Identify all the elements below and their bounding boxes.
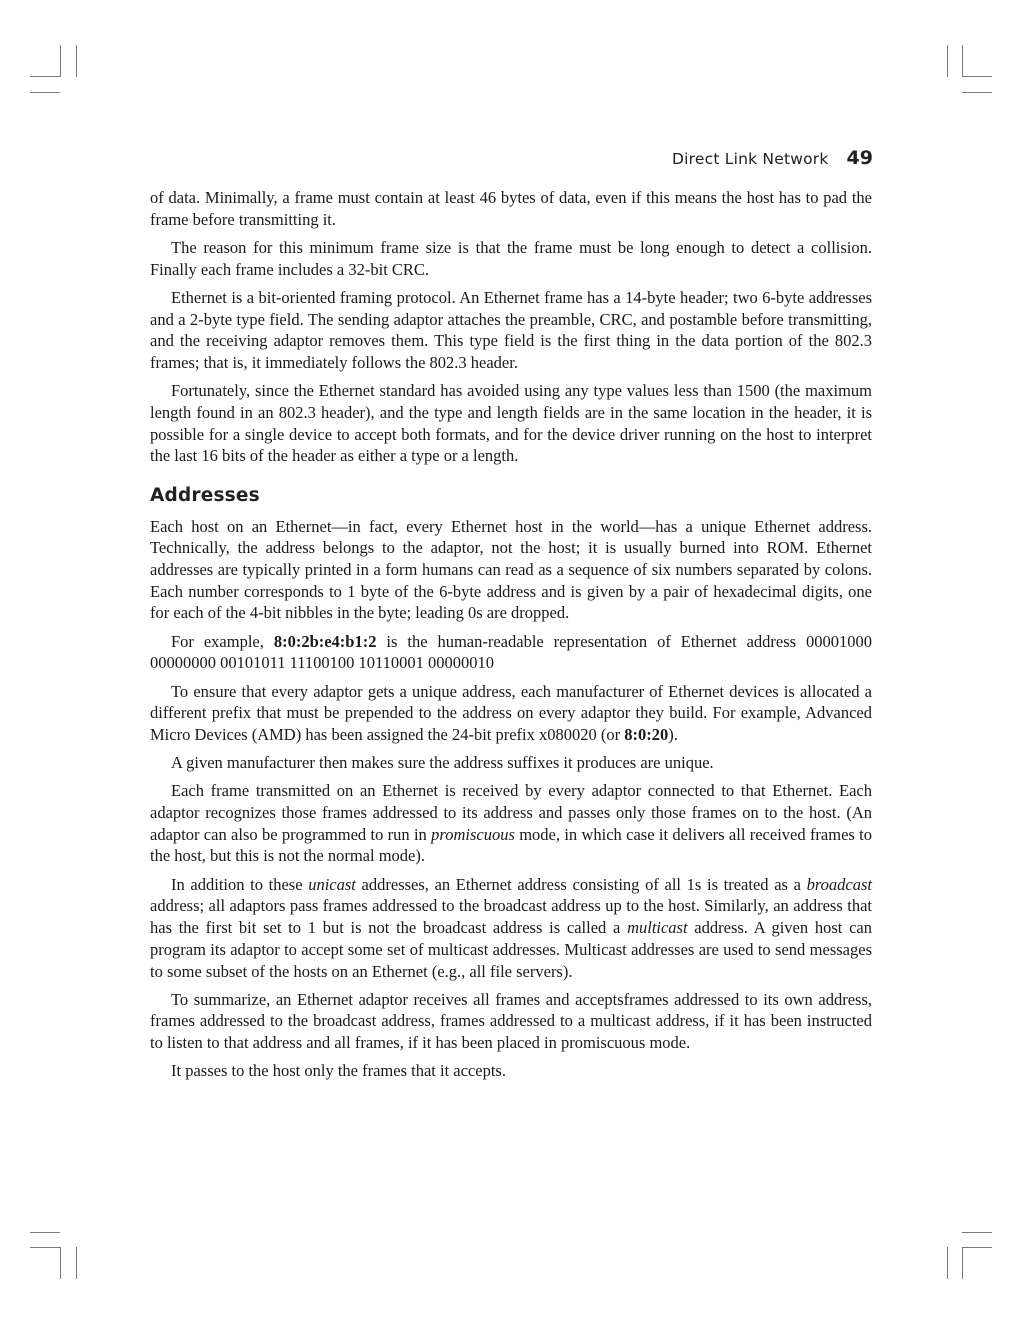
text-run: In addition to these: [171, 874, 309, 894]
page-header: [150, 147, 873, 173]
crop-mark: [947, 1247, 948, 1279]
crop-mark: [962, 1247, 992, 1248]
crop-mark: [962, 45, 963, 77]
emphasis-term: multicast: [627, 918, 688, 938]
crop-mark: [962, 76, 992, 77]
page-body: [150, 187, 872, 1089]
emphasis-term: broadcast: [806, 874, 872, 894]
text-run: Each frame transmitted on an Ethernet is received by every adaptor connected to that Ethernet. Each adaptor recognizes those frames addressed to its address and passes only those frames on to the host. (An adaptor can also be programmed to run in: [150, 781, 872, 844]
paragraph: [150, 681, 872, 746]
paragraph: It passes to the host only the frames that it accepts.: [171, 1061, 506, 1081]
crop-mark: [60, 1247, 61, 1279]
text-run: mode, in which case it delivers all received frames to the host, but this is not the normal mode).: [150, 824, 872, 866]
text-run: addresses, an Ethernet address consisting of all 1s is treated as a: [355, 874, 807, 894]
paragraph: [150, 780, 872, 867]
paragraph: A given manufacturer then makes sure the address suffixes it produces are unique.: [171, 753, 714, 773]
crop-mark: [76, 1247, 77, 1279]
text-run: ).: [668, 724, 678, 744]
text-run: is the human-readable representation of Ethernet address 00001000 00000000 00101011 11100100 10110001 00000010: [150, 631, 873, 673]
paragraph: [150, 631, 872, 674]
text-run: For example,: [171, 631, 274, 651]
paragraph: Fortunately, since the Ethernet standard has avoided using any type values less than 1500 (the maximum length found in an 802.3 header), and the type and length fields are in the same location in the header, it is possible for a single device to accept both formats, and for the device driver running on the host to interpret the last 16 bits of the header as either a type or a length.: [150, 381, 872, 466]
crop-mark: [947, 45, 948, 77]
paragraph: To summarize, an Ethernet adaptor receives all frames and acceptsframes addressed to its own address, frames addressed to the broadcast address, frames addressed to a multicast address, if it has been instructed to listen to that address and all frames, if it has been placed in promiscuous mode.: [150, 989, 872, 1053]
crop-mark: [962, 1247, 963, 1279]
text-run: address; all adaptors pass frames addressed to the broadcast address up to the host. Similarly, an address that has the first bit set to 1 but is not the broadcast address is called a: [150, 896, 872, 938]
section-heading: Addresses: [150, 484, 260, 506]
emphasis-term: promiscuous: [431, 824, 515, 844]
emphasis-term: unicast: [308, 874, 356, 894]
crop-mark: [962, 1232, 992, 1233]
paragraph: The reason for this minimum frame size is that the frame must be long enough to detect a collision. Finally each frame includes a 32-bit CRC.: [150, 237, 872, 279]
running-head: Direct Link Network: [672, 150, 829, 168]
crop-mark: [30, 92, 60, 93]
ethernet-address-example: 8:0:2b:e4:b1:2: [273, 631, 377, 651]
crop-mark: [30, 76, 60, 77]
crop-mark: [962, 92, 992, 93]
text-run: address. A given host can program its adaptor to accept some set of multicast addresses. Multicast addresses are used to send messages to some subset of the hosts on an Ethernet (e.g., all file servers).: [150, 918, 872, 981]
paragraph: Each host on an Ethernet—in fact, every Ethernet host in the world—has a unique Ethernet address. Technically, the address belongs to the adaptor, not the host; it is usually burned into ROM. Ethernet addresses are typically printed in a form humans can read as a sequence of six numbers separated by colons. Each number corresponds to 1 byte of the 6-byte address and is given by a pair of hexadecimal digits, one for each of the 4-bit nibbles in the byte; leading 0s are dropped.: [150, 516, 872, 623]
paragraph: Ethernet is a bit-oriented framing protocol. An Ethernet frame has a 14-byte header; two 6-byte addresses and a 2-byte type field. The sending adaptor attaches the preamble, CRC, and postamble before transmitting, and the receiving adaptor removes them. This type field is the first thing in the data portion of the 802.3 frames; that is, it immediately follows the 802.3 header.: [150, 287, 872, 372]
page-number: 49: [846, 147, 873, 169]
crop-mark: [76, 45, 77, 77]
text-run: To ensure that every adaptor gets a unique address, each manufacturer of Ethernet devices is allocated a different prefix that must be prepended to the address on every adaptor they build. For example, Advanced Micro Devices (AMD) has been assigned the 24-bit prefix x080020 (or: [150, 681, 872, 744]
crop-mark: [30, 1232, 60, 1233]
crop-mark: [60, 45, 61, 77]
paragraph: of data. Minimally, a frame must contain at least 46 bytes of data, even if this means the host has to pad the frame before transmitting it.: [150, 188, 872, 229]
crop-mark: [30, 1247, 60, 1248]
paragraph: [150, 874, 872, 983]
prefix-example: 8:0:20: [624, 724, 669, 744]
